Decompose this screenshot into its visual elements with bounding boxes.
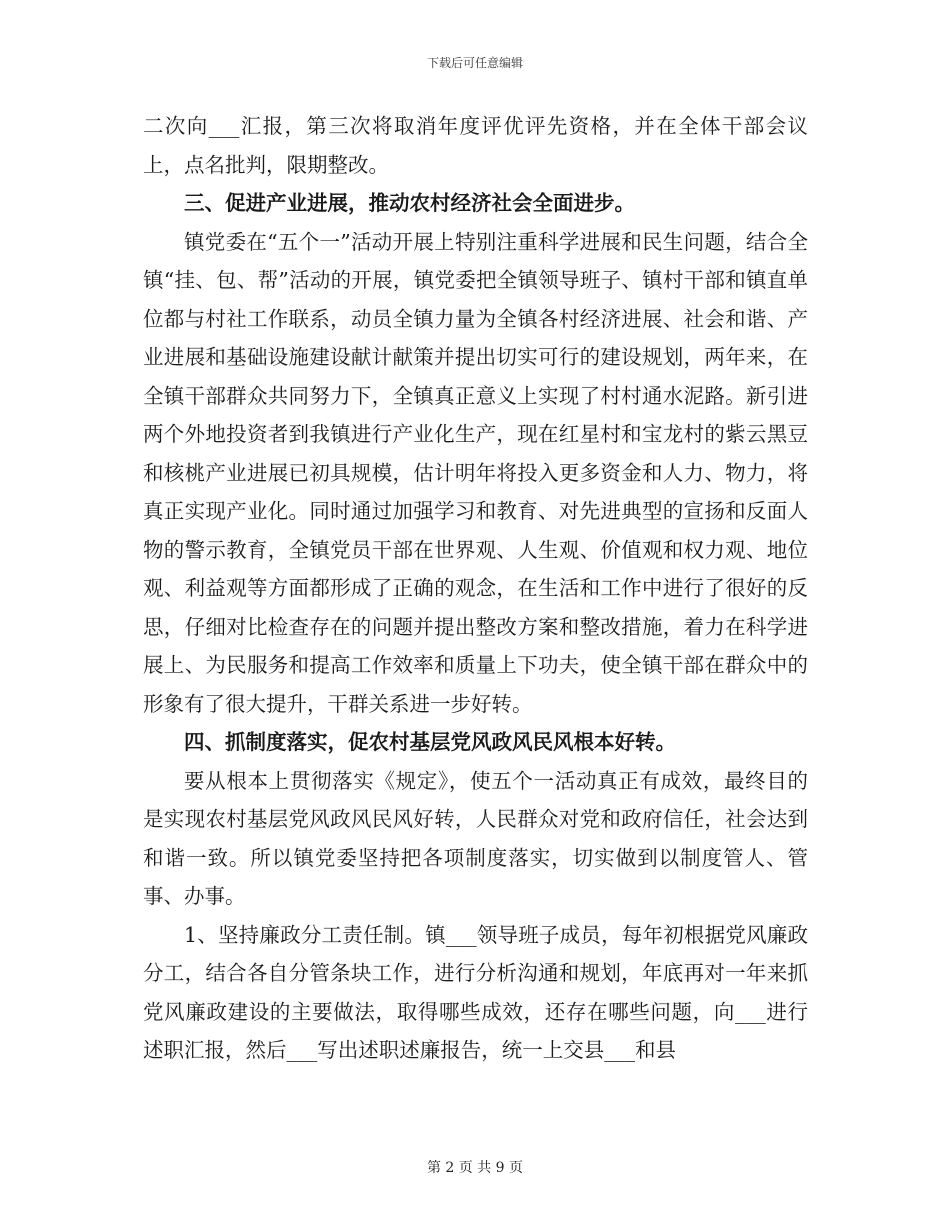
paragraph-continuation: 二次向___汇报，第三次将取消年度评优评先资格，并在全体干部会议上，点名批判，限期整改。 bbox=[143, 114, 808, 177]
paragraph-industry-development: 镇党委在“五个一”活动开展上特别注重科学进展和民生问题，结合全镇“挂、包、帮”活动的开展，镇党委把全镇领导班子、镇村干部和镇直单位都与村社工作联系，动员全镇力量为全镇各村经济进展、社会和谐、产业进展和基础设施建设献计献策并提出切实可行的建设规划，两年来，在全镇干部群众共同努力下，全镇真正意义上实现了村村通水泥路。新引进两个外地投资者到我镇进行产业化生产，现在红星村和宝龙村的紫云黑豆和核桃产业进展已初具规模，估计明年将投入更多资金和人力、物力，将真正实现产业化。同时通过加强学习和教育、对先进典型的宣扬和反面人物的警示教育，全镇党员干部在世界观、人生观、价值观和权力观、地位观、利益观等方面都形成了正确的观念，在生活和工作中进行了很好的反思，仔细对比检查存在的问题并提出整改方案和整改措施，着力在科学进展上、为民服务和提高工作效率和质量上下功夫，使全镇干部在群众中的形象有了很大提升，干群关系进一步好转。 bbox=[143, 229, 808, 716]
section-heading-4: 四、抓制度落实，促农村基层党风政风民风根本好转。 bbox=[184, 730, 676, 754]
page-number: 第 2 页 共 9 页 bbox=[426, 1160, 524, 1176]
paragraph-system-implementation: 要从根本上贯彻落实《规定》，使五个一活动真正有成效，最终目的是实现农村基层党风政风民风好转，人民群众对党和政府信任，社会达到和谐一致。所以镇党委坚持把各项制度落实，切实做到以制度管人、管事、办事。 bbox=[143, 768, 808, 908]
paragraph-clean-government-duty: 1、坚持廉政分工责任制。镇___领导班子成员，每年初根据党风廉政分工，结合各自分管条块工作，进行分析沟通和规划，年底再对一年来抓党风廉政建设的主要做法，取得哪些成效，还存在哪些问题，向___进行述职汇报，然后___写出述职述廉报告，统一上交县___和县 bbox=[143, 922, 808, 1062]
page-header: 下载后可任意编辑 bbox=[426, 56, 523, 70]
document-body bbox=[143, 107, 808, 1070]
section-heading-3: 三、促进产业进展，推动农村经济社会全面进步。 bbox=[184, 191, 635, 215]
